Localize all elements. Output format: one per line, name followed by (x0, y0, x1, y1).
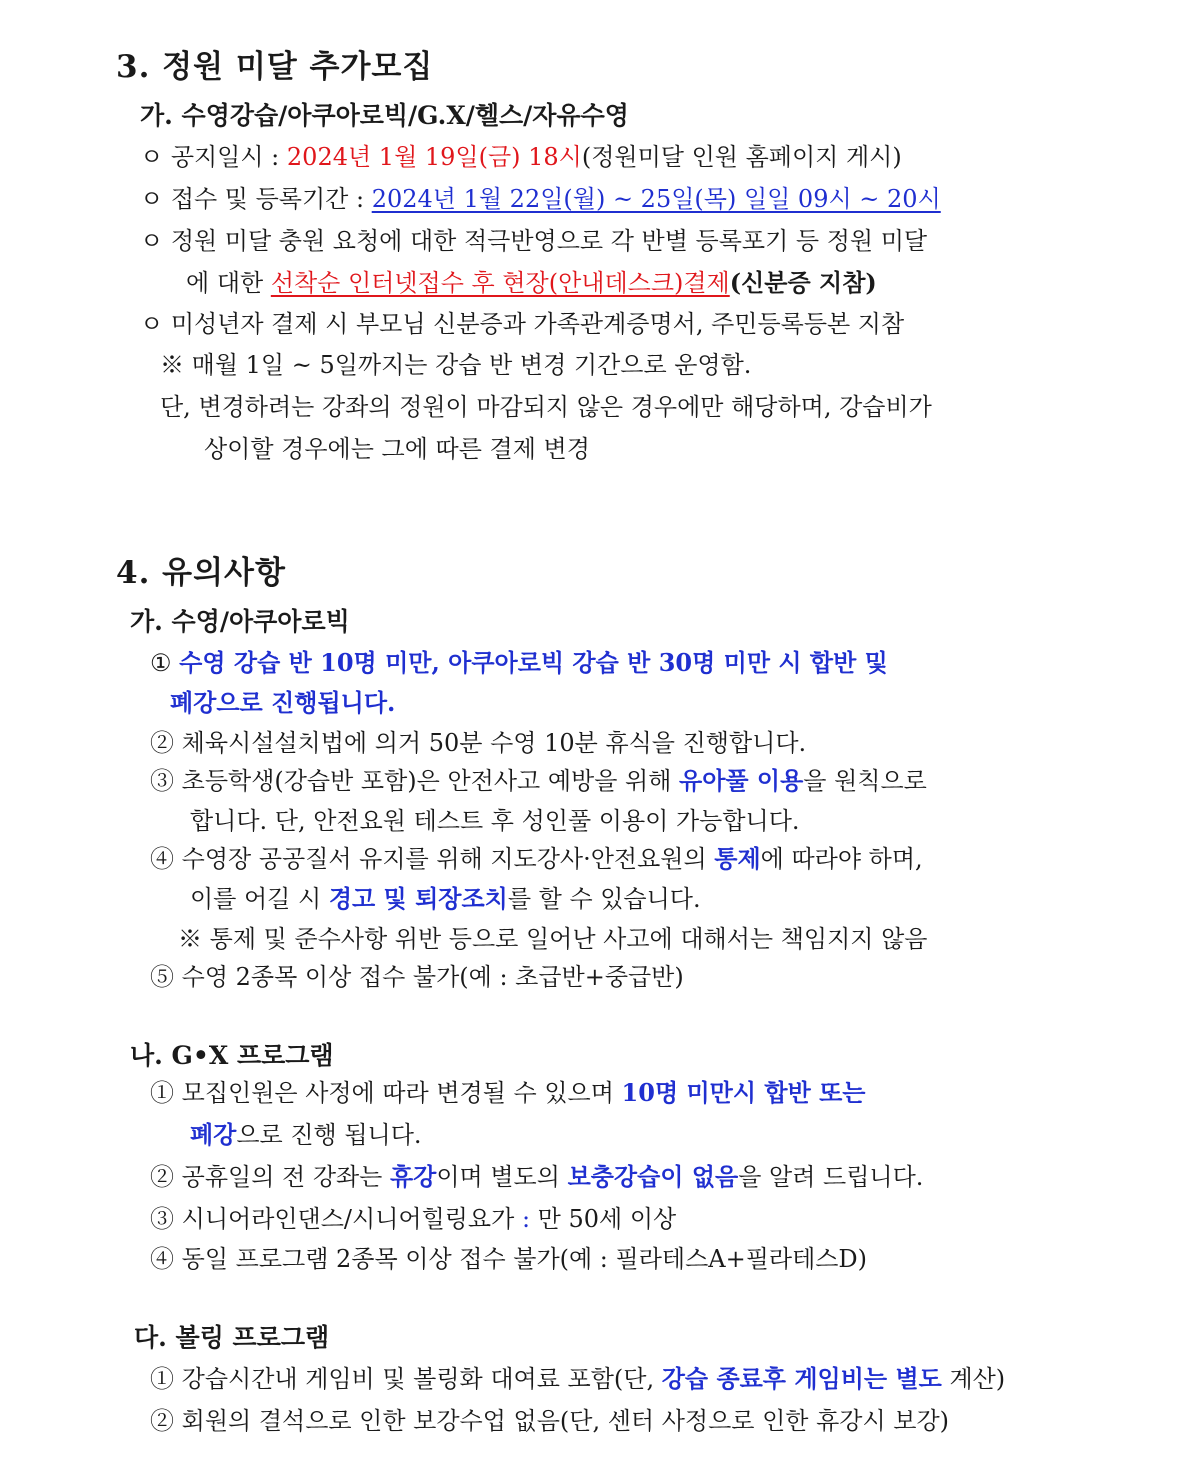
swim-item-4-tail-2: 를 할 수 있습니다. (507, 885, 701, 913)
notice-suffix: (정원미달 인원 홈페이지 게시) (581, 143, 902, 171)
swim-item-1-text: 수영 강습 반 10명 미만, 아쿠아로빅 강습 반 30명 미만 시 합반 및 (179, 648, 888, 677)
filling-highlight: 선착순 인터넷접수 후 현장(안내데스크)결제 (270, 269, 730, 297)
gx-item-4-text: 동일 프로그램 2종목 이상 접수 불가(예 : 필라테스A+필라테스D) (181, 1245, 868, 1273)
swim-item-1-line-2: 폐강으로 진행됩니다. (170, 688, 396, 717)
gx-item-2 (150, 1162, 923, 1192)
period-date: 2024년 1월 22일(월) ~ 25일(목) 일일 09시 ~ 20시 (371, 185, 941, 213)
item-number: ① (150, 1365, 174, 1393)
item-number: ④ (150, 845, 174, 873)
gx-item-1-line-1 (150, 1078, 865, 1108)
notice-date-line (140, 142, 902, 172)
gx-item-4 (150, 1244, 867, 1274)
swim-item-4-note: ※ 통제 및 준수사항 위반 등으로 일어난 사고에 대해서는 책임지지 않음 (178, 925, 928, 953)
section4-title: 4. 유의사항 (116, 555, 286, 591)
bowling-item-1 (150, 1364, 1005, 1394)
period-label: ㅇ 접수 및 등록기간 : (140, 185, 372, 213)
gx-item-3-colon: : (521, 1205, 531, 1233)
gx-item-2-tail: 을 알려 드립니다. (738, 1163, 924, 1191)
gx-item-2-mid: 이며 별도의 (436, 1163, 568, 1191)
swim-item-5 (150, 962, 684, 992)
swim-item-3-line-2: 합니다. 단, 안전요원 테스트 후 성인풀 이용이 가능합니다. (190, 807, 800, 835)
gx-item-1-text: 모집인원은 사정에 따라 변경될 수 있으며 (181, 1079, 622, 1107)
swim-item-3-tail: 을 원칙으로 (803, 767, 927, 795)
item-number: ② (150, 1163, 174, 1191)
notice-label: ㅇ 공지일시 : (140, 143, 287, 171)
bowling-item-2 (150, 1406, 949, 1436)
registration-period-line (140, 184, 941, 214)
gx-item-2-highlight-2: 보충강습이 없음 (567, 1162, 739, 1191)
swim-item-4-line-2 (190, 884, 701, 914)
bowling-item-1-highlight: 강습 종료후 게임비는 별도 (661, 1364, 942, 1393)
item-number: ③ (150, 1205, 174, 1233)
swim-item-4-text-2: 이를 어길 시 (190, 885, 329, 913)
swim-item-5-text: 수영 2종목 이상 접수 불가(예 : 초급반+중급반) (181, 963, 684, 991)
section3-subheading: 가. 수영강습/아쿠아로빅/G.X/헬스/자유수영 (140, 101, 629, 130)
swim-item-2-text: 체육시설설치법에 의거 50분 수영 10분 휴식을 진행합니다. (181, 729, 807, 757)
bowling-item-1-tail: 계산) (941, 1365, 1006, 1393)
gx-item-1-highlight: 10명 미만시 합반 또는 (621, 1078, 866, 1107)
bowling-item-1-text: 강습시간내 게임비 및 볼링화 대여료 포함(단, (181, 1365, 662, 1393)
item-number: ① (150, 1079, 174, 1107)
swim-item-3-line-1 (150, 766, 927, 796)
gx-item-3 (150, 1204, 676, 1234)
gx-heading: 나. G•X 프로그램 (130, 1041, 334, 1070)
gx-item-1-line-2 (190, 1120, 422, 1150)
note-line-1: ※ 매월 1일 ~ 5일까지는 강습 반 변경 기간으로 운영함. (160, 351, 752, 379)
item-number: ① (150, 649, 172, 677)
gx-item-1-highlight-2: 폐강 (190, 1120, 237, 1149)
swim-item-1-line-1 (150, 648, 888, 678)
swim-item-4-line-1 (150, 844, 923, 874)
section3-title: 3. 정원 미달 추가모집 (116, 49, 434, 85)
item-number: ④ (150, 1245, 174, 1273)
swim-heading: 가. 수영/아쿠아로빅 (130, 607, 350, 636)
bowling-heading: 다. 볼링 프로그램 (134, 1323, 330, 1352)
gx-item-2-text: 공휴일의 전 강좌는 (181, 1163, 390, 1191)
swim-item-3-highlight: 유아풀 이용 (679, 766, 804, 795)
gx-item-1-tail: 으로 진행 됩니다. (236, 1121, 422, 1149)
minor-payment-line: ㅇ 미성년자 결제 시 부모님 신분증과 가족관계증명서, 주민등록등본 지참 (140, 310, 905, 338)
item-number: ⑤ (150, 963, 174, 991)
filling-line-2 (186, 268, 877, 298)
swim-item-4-highlight: 통제 (714, 844, 761, 873)
bowling-item-2-text: 회원의 결석으로 인한 보강수업 없음(단, 센터 사정으로 인한 휴강시 보강) (181, 1407, 949, 1435)
filling-prefix: 에 대한 (186, 269, 271, 297)
filling-line-1: ㅇ 정원 미달 충원 요청에 대한 적극반영으로 각 반별 등록포기 등 정원 미달 (140, 227, 928, 255)
gx-item-3-text: 시니어라인댄스/시니어힐링요가 (181, 1205, 522, 1233)
note-line-2: 단, 변경하려는 강좌의 정원이 마감되지 않은 경우에만 해당하며, 강습비가 (160, 393, 932, 421)
item-number: ② (150, 729, 174, 757)
notice-date: 2024년 1월 19일(금) 18시 (286, 143, 582, 171)
gx-item-3-tail: 만 50세 이상 (530, 1205, 677, 1233)
item-number: ③ (150, 767, 174, 795)
gx-item-2-highlight: 휴강 (390, 1162, 437, 1191)
swim-item-4-text: 수영장 공공질서 유지를 위해 지도강사·안전요원의 (181, 845, 715, 873)
filling-suffix: (신분증 지참) (729, 268, 877, 297)
note-line-3: 상이할 경우에는 그에 따른 결제 변경 (204, 435, 590, 463)
item-number: ② (150, 1407, 174, 1435)
swim-item-4-tail: 에 따라야 하며, (760, 845, 923, 873)
swim-item-3-text: 초등학생(강습반 포함)은 안전사고 예방을 위해 (181, 767, 680, 795)
swim-item-2 (150, 728, 806, 758)
swim-item-4-highlight-2: 경고 및 퇴장조치 (328, 884, 508, 913)
